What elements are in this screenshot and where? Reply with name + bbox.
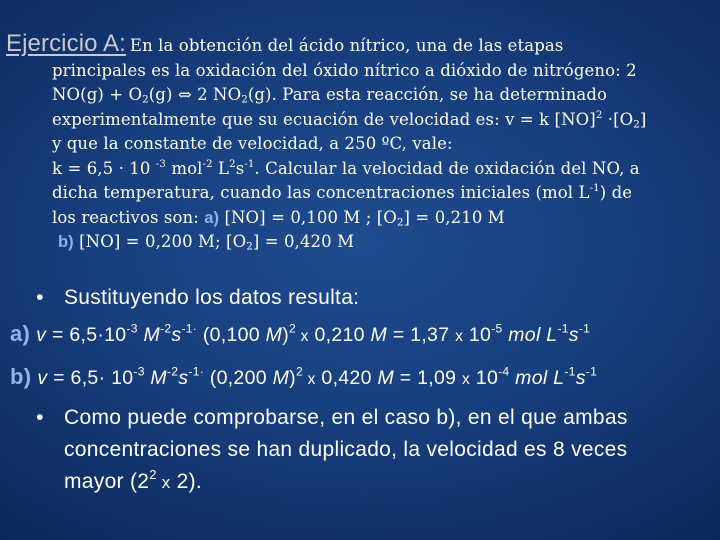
superscript: -1: [578, 321, 591, 336]
problem-text: principales es la oxidación del óxido nítrico a dióxido de nitrógeno: 2: [52, 60, 637, 80]
unit: mol L: [509, 367, 565, 389]
bullet-icon: •: [36, 286, 44, 309]
problem-text: mol: [166, 158, 203, 178]
problem-line-4: [6, 108, 706, 133]
superscript: 2: [595, 109, 603, 121]
unit: s: [178, 367, 189, 389]
superscript: 2: [295, 364, 303, 379]
bullet-icon: •: [36, 406, 44, 429]
conclusion-line-2: [30, 434, 720, 466]
conclusion-text: 2).: [170, 470, 203, 493]
formula-text: ): [282, 324, 290, 346]
problem-text: (g). Para esta reacción, se ha determinado: [247, 85, 608, 104]
problem-text: ] = 0,420 M: [252, 232, 355, 251]
conclusion-text: concentraciones se han duplicado, la velocidad es 8 veces: [64, 438, 628, 461]
problem-text: . Calcular la velocidad de oxidación del NO, a: [254, 158, 640, 178]
formula-text: = 1,09: [393, 367, 462, 389]
problem-text: [NO] = 0,100 M ; [O: [219, 207, 397, 227]
formula-text: ): [289, 367, 296, 389]
superscript: -1: [585, 364, 598, 379]
subscript: 2: [396, 217, 404, 229]
formula-text: (0,100: [197, 324, 266, 346]
intro-text: Sustituyendo los datos resulta:: [64, 286, 360, 309]
problem-text: y que la constante de velocidad, a 250 ºC, vale:: [52, 134, 453, 153]
problem-line-6: [6, 157, 706, 182]
formula-text: = 1,37: [387, 324, 456, 346]
bullet-conclusion: [30, 402, 720, 434]
subscript: 2: [241, 94, 248, 106]
case-b-label: b): [58, 233, 74, 251]
velocity-symbol: v: [37, 367, 48, 389]
times-sign: x: [461, 371, 471, 388]
unit: s: [575, 367, 586, 389]
unit: s: [568, 324, 579, 346]
problem-line-2: [6, 59, 706, 84]
problem-text: NO(g) + O: [52, 85, 143, 104]
problem-line-8: [6, 206, 706, 231]
problem-text: ]: [639, 109, 647, 129]
problem-line-7: [6, 181, 706, 206]
superscript: -1·: [181, 321, 198, 336]
problem-line-5: [6, 132, 706, 157]
formula-text: 0,420: [315, 367, 378, 389]
formula-text: 10: [463, 324, 492, 346]
problem-text: s: [235, 158, 245, 178]
case-a-label: a): [204, 208, 220, 227]
problem-text: (g) ⇔ 2 NO: [148, 85, 242, 104]
superscript: 2: [289, 321, 297, 336]
subscript: 2: [246, 241, 253, 253]
times-sign: x: [302, 371, 316, 388]
superscript: 2: [149, 466, 157, 482]
problem-text: ·[O: [602, 109, 634, 129]
unit: M: [144, 367, 167, 389]
times-sign: x: [296, 328, 309, 345]
problem-line-3: [6, 83, 706, 108]
times-sign: x: [455, 328, 464, 345]
solution-b: [10, 361, 700, 396]
superscript: -2: [160, 321, 172, 336]
superscript: -5: [491, 321, 503, 336]
formula-text: (0,200: [204, 367, 273, 389]
problem-text: [NO] = 0,200 M; [O: [73, 232, 247, 251]
conclusion-line-3: [30, 466, 720, 499]
formula-text: = 6,5·10: [46, 324, 127, 346]
problem-text: ) de: [599, 183, 633, 202]
unit: M: [137, 324, 161, 346]
unit: M: [272, 367, 290, 389]
superscript: -1·: [188, 364, 205, 379]
subscript: 2: [633, 119, 640, 131]
unit: M: [370, 324, 388, 346]
superscript: 2: [229, 158, 236, 170]
unit: M: [265, 324, 283, 346]
problem-text: los reactivos son:: [52, 207, 205, 227]
superscript: -3: [126, 321, 138, 336]
velocity-symbol: v: [36, 324, 47, 346]
problem-text: k = 6,5 · 10: [52, 158, 156, 178]
unit: mol L: [502, 324, 558, 346]
bullet-intro: [30, 282, 720, 314]
superscript: -2: [166, 364, 179, 379]
problem-text: L: [212, 158, 230, 178]
problem-text: experimentalmente que su ecuación de velocidad es: v = k [NO]: [52, 109, 596, 129]
solution: [10, 282, 720, 499]
problem-text: En la obtención del ácido nítrico, una de las etapas: [129, 36, 564, 55]
case-b-label: b): [10, 364, 32, 389]
problem-statement: [6, 32, 706, 255]
superscript: -1: [589, 182, 600, 194]
unit: s: [171, 324, 182, 346]
conclusion-text: Como puede comprobarse, en el caso b), en el que ambas: [64, 406, 628, 429]
times-sign: x: [156, 473, 171, 492]
superscript: -3: [133, 364, 145, 379]
solution-a: [10, 318, 700, 353]
case-a-label: a): [10, 321, 31, 346]
conclusion-text: mayor (2: [64, 470, 150, 493]
superscript: -1: [244, 158, 255, 170]
formula-text: = 6,5· 10: [47, 367, 134, 389]
problem-text: ] = 0,210 M: [403, 207, 505, 227]
superscript: -3: [155, 158, 166, 170]
subscript: 2: [142, 94, 149, 106]
superscript: -1: [564, 364, 576, 379]
formula-text: 10: [470, 367, 499, 389]
formula-text: 0,210: [308, 324, 371, 346]
exercise-title: Ejercicio A:: [6, 30, 126, 57]
problem-text: dicha temperatura, cuando las concentraciones iniciales (mol L: [52, 183, 590, 202]
superscript: -4: [498, 364, 510, 379]
unit: M: [377, 367, 394, 389]
problem-line-9: [6, 230, 706, 255]
superscript: -2: [202, 158, 213, 170]
problem-line-1: [6, 32, 706, 59]
superscript: -1: [557, 321, 569, 336]
